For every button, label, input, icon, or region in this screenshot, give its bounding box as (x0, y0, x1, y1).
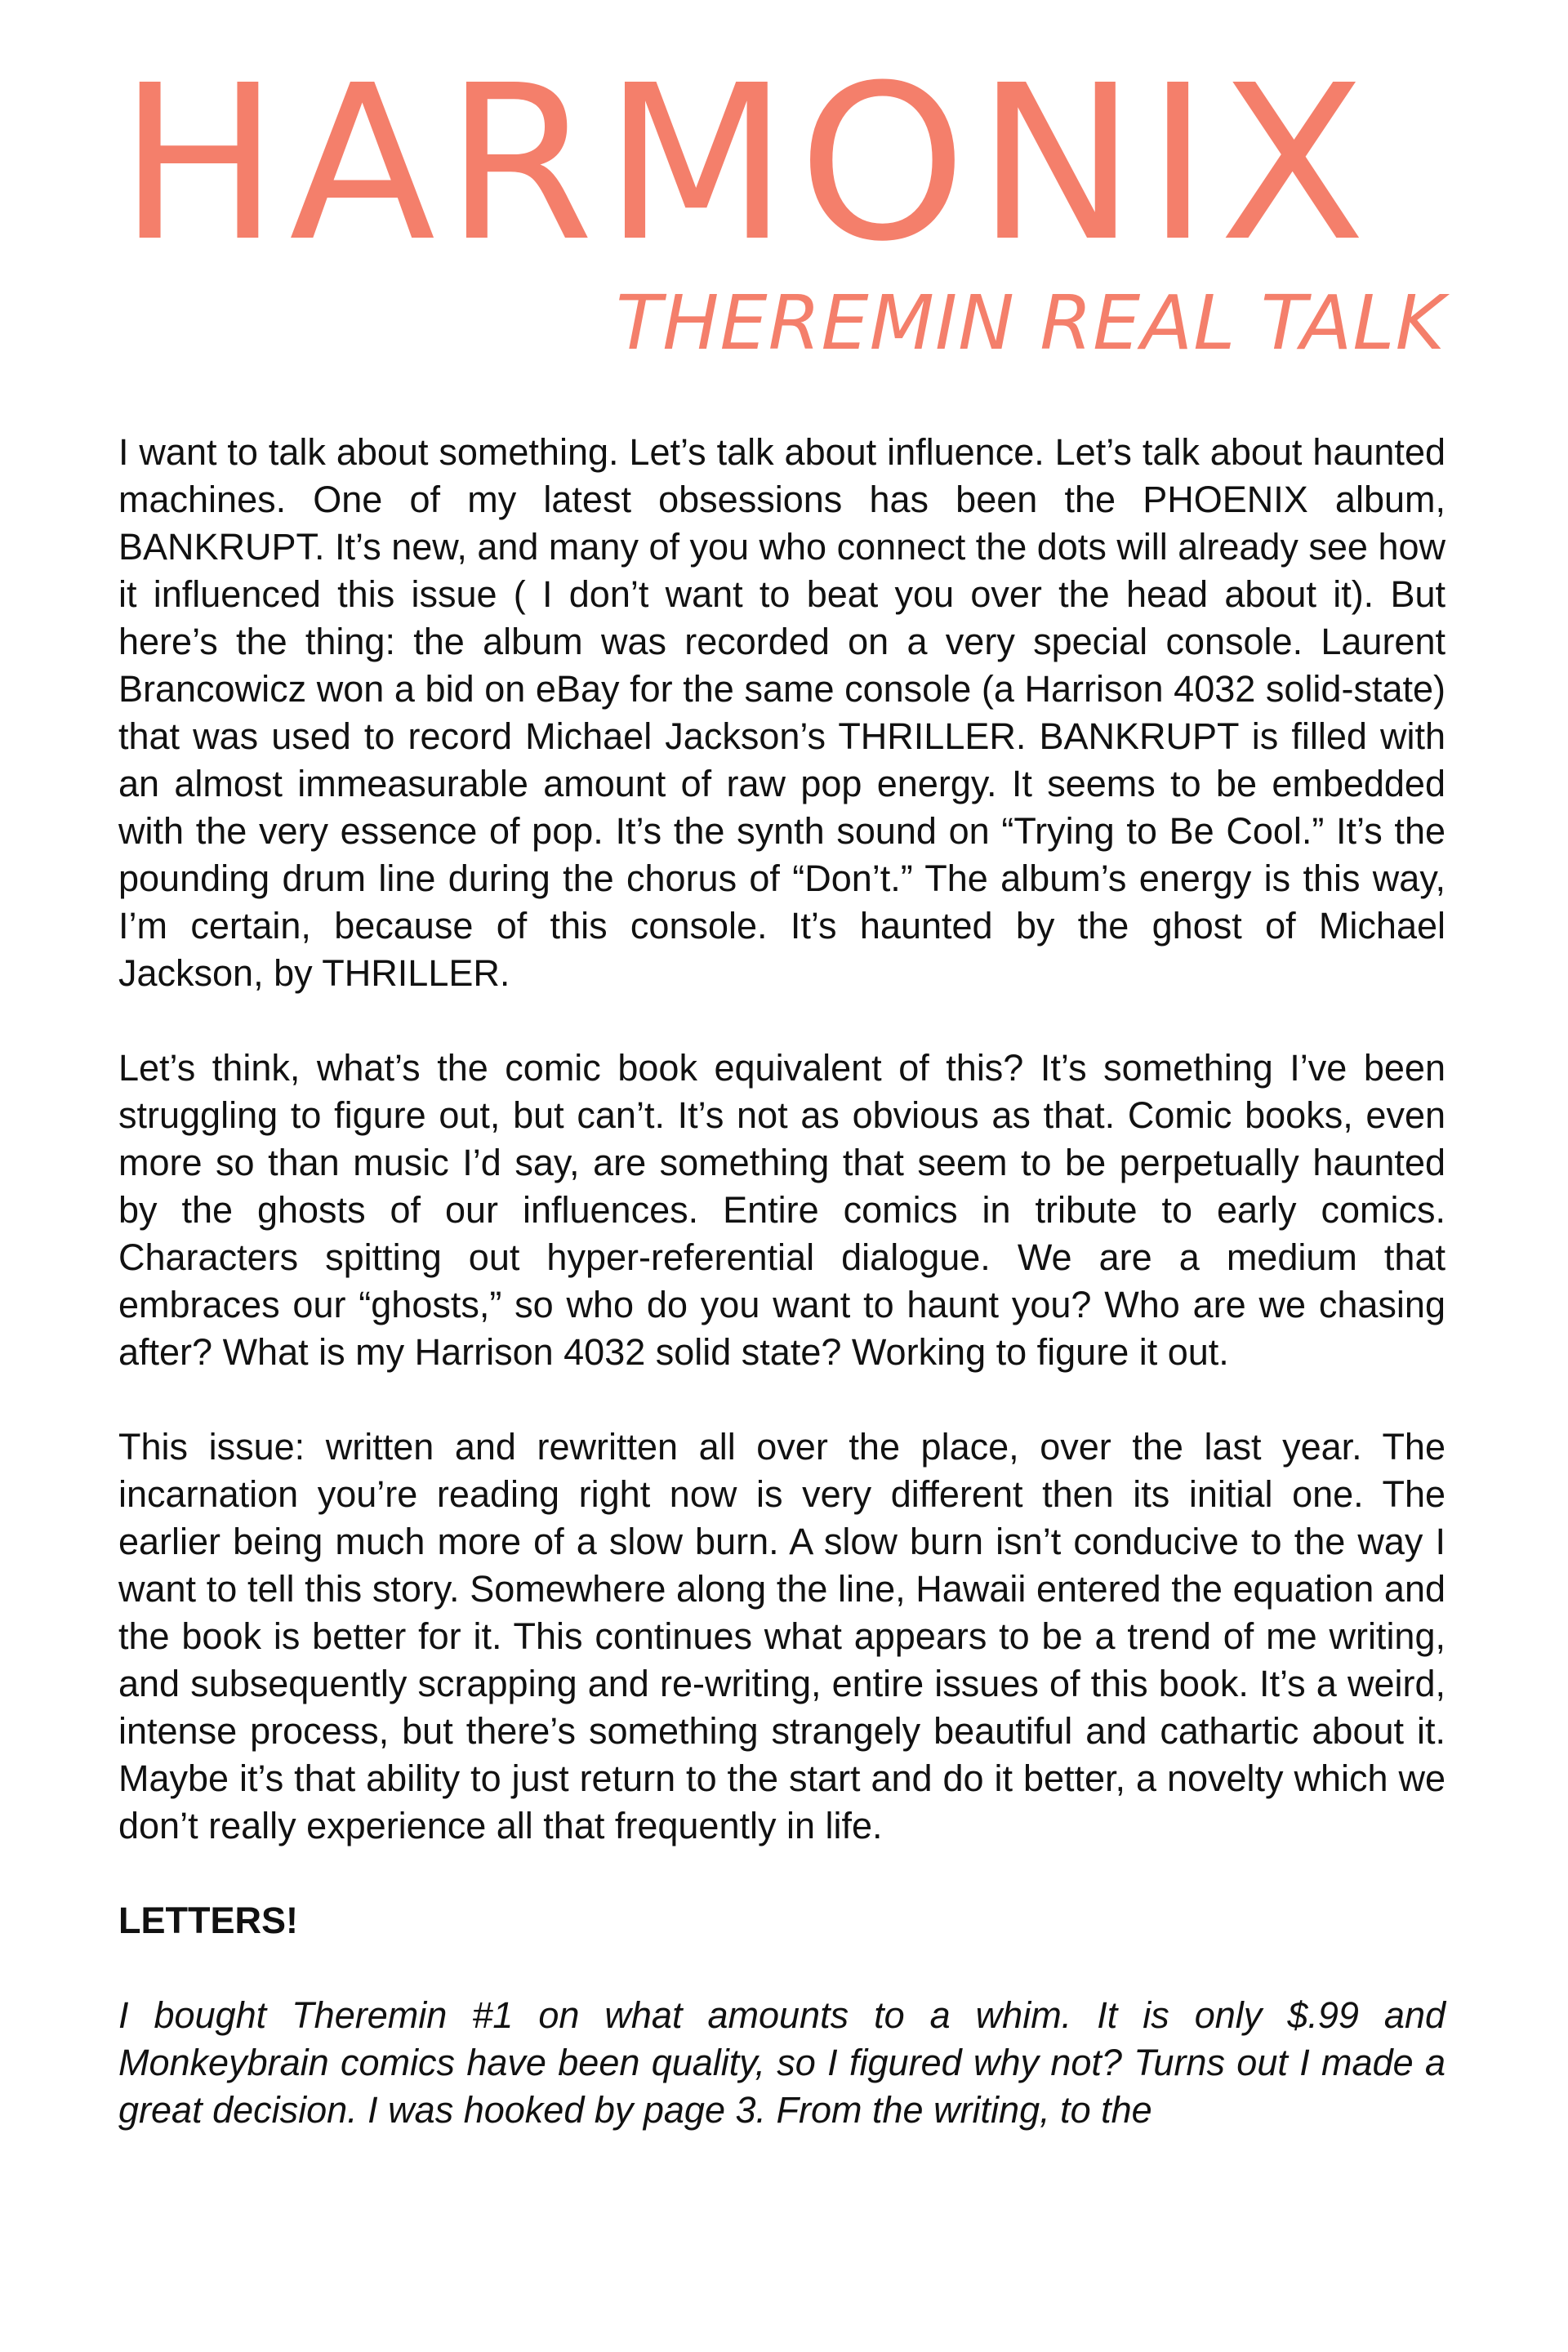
reader-letter: I bought Theremin #1 on what amounts to a whim. It is only $.99 and Monkeybrain comics have been quality, so I figured why not? Turns out I made a great decision. I was hooked by page 3. From the writing, to the (118, 1994, 1446, 2131)
column-subtitle: THEREMIN REAL TALK (616, 279, 1446, 367)
body-paragraph-influence: I want to talk about something. Let’s talk about influence. Let’s talk about haunted machines. One of my latest obsessions has been the PHOENIX album, BANKRUPT. It’s new, and many of you who connect the dots will already see how it influenced this issue ( I don’t want to beat you over the head about it). But here’s the thing: the album was recorded on a very special console. Laurent Brancowicz won a bid on eBay for the same console (a Harrison 4032 solid-state) that was used to record Michael Jackson’s THRILLER. BANKRUPT is filled with an almost immeasurable amount of raw pop energy. It seems to be embedded with the very essence of pop. It’s the synth sound on “Trying to Be Cool.” It’s the pounding drum line during the chorus of “Don’t.” The album’s energy is this way, I’m certain, because of this console. It’s haunted by the ghost of Michael Jackson, by THRILLER. (118, 431, 1446, 994)
column-title: HARMONIX (118, 39, 1376, 288)
column-body (118, 429, 1446, 2181)
letters-heading: LETTERS! (118, 1900, 298, 1941)
masthead (118, 39, 1446, 367)
body-paragraph-comic-ghosts: Let’s think, what’s the comic book equivalent of this? It’s something I’ve been struggling to figure out, but can’t. It’s not as obvious as that. Comic books, even more so than music I’d say, are something that seem to be perpetually haunted by the ghosts of our influences. Entire comics in tribute to early comics. Characters spitting out hyper-referential dialogue. We are a medium that embraces our “ghosts,” so who do you want to haunt you? Who are we chasing after? What is my Harrison 4032 solid state? Working to figure it out. (118, 1047, 1446, 1373)
body-paragraph-this-issue: This issue: written and rewritten all over the place, over the last year. The incarnation you’re reading right now is very different then its initial one. The earlier being much more of a slow burn. A slow burn isn’t conducive to the way I want to tell this story. Somewhere along the line, Hawaii entered the equation and the book is better for it. This continues what appears to be a trend of me writing, and subsequently scrapping and re-writing, entire issues of this book. It’s a weird, intense process, but there’s something strangely beautiful and cathartic about it. Maybe it’s that ability to just return to the start and do it better, a novelty which we don’t really experience all that frequently in life. (118, 1426, 1446, 1846)
